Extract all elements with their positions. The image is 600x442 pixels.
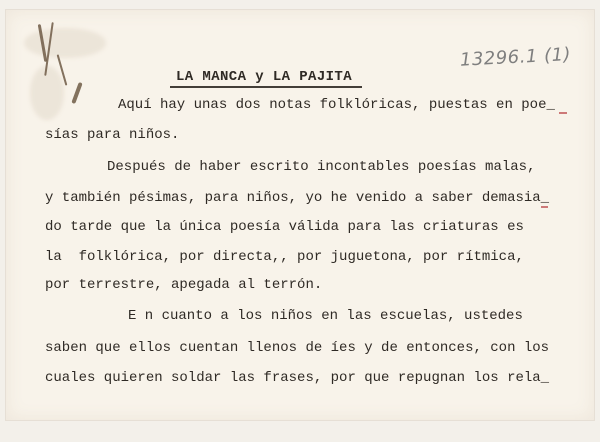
text-line-6: la folklórica, por directa,, por juguetona, por rítmica, — [45, 249, 524, 265]
text-line-4: y también pésimas, para niños, yo he venido a saber demasia_ — [45, 190, 550, 206]
document-title: LA MANCA y LA PAJITA — [176, 69, 353, 85]
correction-mark — [541, 206, 548, 208]
title-underline — [170, 86, 362, 88]
typed-note-card — [6, 10, 594, 420]
ink-scribble — [71, 82, 82, 104]
text-line-1: Aquí hay unas dos notas folklóricas, puestas en poe_ — [118, 97, 555, 113]
text-line-8: E n cuanto a los niños en las escuelas, ustedes — [128, 308, 523, 324]
paper-stain — [24, 28, 106, 58]
text-line-9: saben que ellos cuentan llenos de íes y de entonces, con los — [45, 340, 550, 356]
text-line-10: cuales quieren soldar las frases, por que repugnan los rela_ — [45, 370, 550, 386]
text-line-3: Después de haber escrito incontables poesías malas, — [107, 159, 536, 175]
text-line-2: sías para niños. — [45, 127, 180, 143]
paper-stain — [30, 66, 64, 120]
text-line-5: do tarde que la única poesía válida para las criaturas es — [45, 219, 524, 235]
text-line-7: por terrestre, apegada al terrón. — [45, 277, 323, 293]
archive-number: 13296.1 (1) — [459, 44, 572, 71]
correction-mark — [559, 112, 567, 114]
